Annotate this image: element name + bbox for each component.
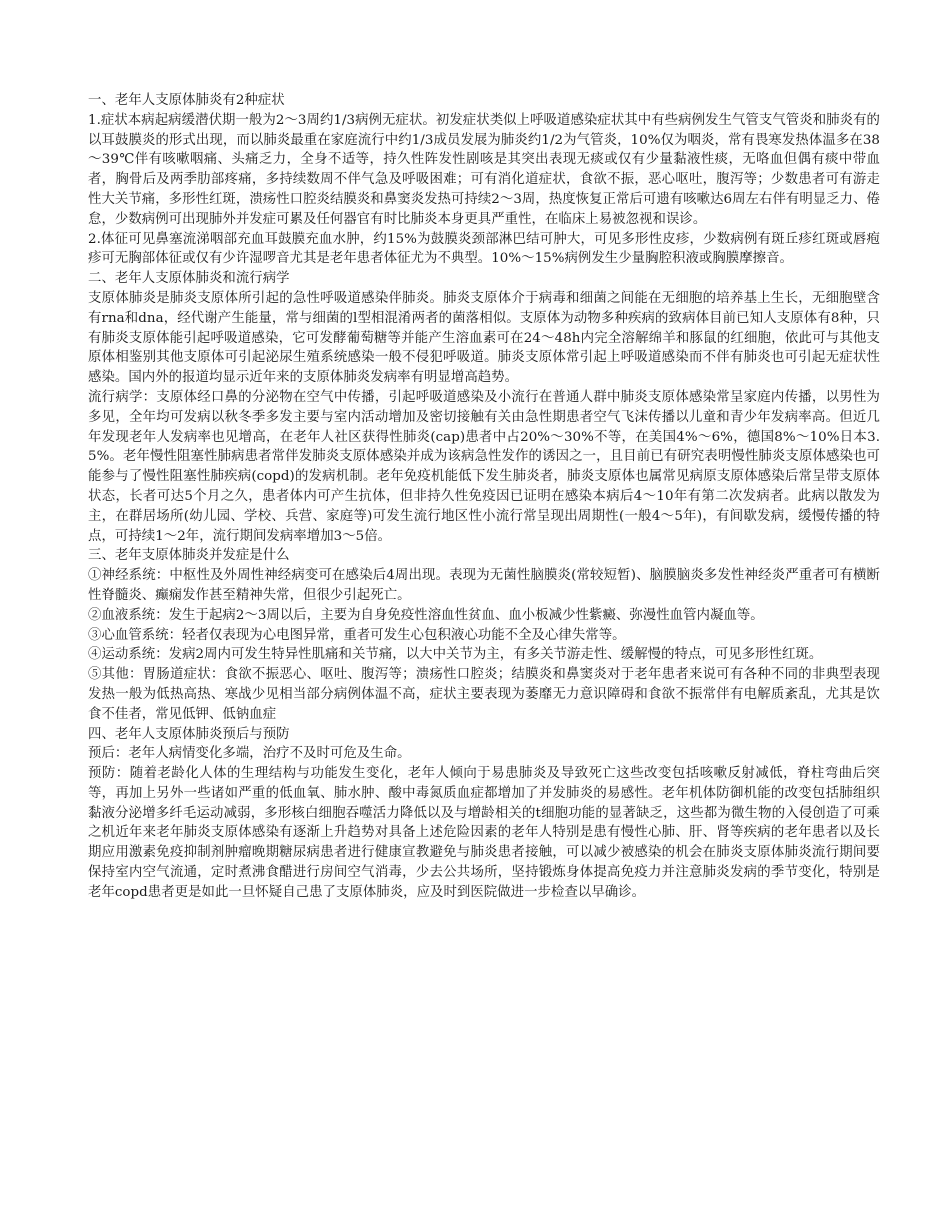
- document-body: [88, 91, 880, 903]
- paragraph: 2.体征可见鼻塞流涕咽部充血耳鼓膜充血水肿，约15%为鼓膜炎颈部淋巴结可肿大，可见多形性皮疹，少数病例有斑丘疹红斑或唇疱疹可无胸部体征或仅有少许湿啰音尤其是老年患者体征尤为不典型。10%～15%病例发生少量胸腔积液或胸膜摩擦音。: [88, 231, 880, 267]
- paragraph: ②血液系统：发生于起病2～3周以后，主要为自身免疫性溶血性贫血、血小板减少性紫癜、弥漫性血管内凝血等。: [88, 607, 764, 623]
- paragraph: 支原体肺炎是肺炎支原体所引起的急性呼吸道感染伴肺炎。肺炎支原体介于病毒和细菌之间能在无细胞的培养基上生长，无细胞壁含有rna和dna，经代谢产生能量，常与细菌的l型相混淆两者的菌落相似。支原体为动物多种疾病的致病体目前已知人支原体有8种，只有肺炎支原体能引起呼吸道感染，它可发酵葡萄糖等并能产生溶血素可在24～48h内完全溶解绵羊和豚鼠的红细胞，依此可与其他支原体相鉴别其他支原体可引起泌尿生殖系统感染一般不侵犯呼吸道。肺炎支原体常引起上呼吸道感染而不伴有肺炎也可引起无症状性感染。国内外的报道均显示近年来的支原体肺炎发病率有明显增高趋势。: [88, 290, 880, 386]
- section-heading: 四、老年人支原体肺炎预后与预防: [88, 726, 290, 742]
- paragraph: 流行病学：支原体经口鼻的分泌物在空气中传播，引起呼吸道感染及小流行在普通人群中肺炎支原体感染常呈家庭内传播，以男性为多见，全年均可发病以秋冬季多发主要与室内活动增加及密切接触有关由急性期患者空气飞沫传播以儿童和青少年发病率高。但近几年发现老年人发病率也见增高，在老年人社区获得性肺炎(cap)患者中占20%～30%不等，在美国4%～6%，德国8%～10%日本3.5%。老年慢性阻塞性肺病患者常伴发肺炎支原体感染并成为该病急性发作的诱因之一，且目前已有研究表明慢性肺炎支原体感染也可能参与了慢性阻塞性肺疾病(copd)的发病机制。老年免疫机能低下发生肺炎者，肺炎支原体也属常见病原支原体感染后常呈带支原体状态，长者可达5个月之久，患者体内可产生抗体，但非持久性免疫因已证明在感染本病后4～10年有第二次发病者。此病以散发为主，在群居场所(幼儿园、学校、兵营、家庭等)可发生流行地区性小流行常呈现出周期性(一般4～5年)，有间歇发病，缓慢传播的特点，可持续1～2年，流行期间发病率增加3～5倍。: [88, 389, 880, 544]
- section-heading: 二、老年人支原体肺炎和流行病学: [88, 271, 290, 287]
- paragraph: 预后：老年人病情变化多端，治疗不及时可危及生命。: [88, 746, 411, 762]
- section-heading: 三、老年支原体肺炎并发症是什么: [88, 548, 290, 564]
- paragraph: ④运动系统：发病2周内可发生特异性肌痛和关节痛，以大中关节为主，有多关节游走性、缓解慢的特点，可见多形性红斑。: [88, 647, 823, 663]
- paragraph: ①神经系统：中枢性及外周性神经病变可在感染后4周出现。表现为无菌性脑膜炎(常较短暂)、脑膜脑炎多发性神经炎严重者可有横断性脊髓炎、癫痫发作甚至精神失常，但很少引起死亡。: [88, 568, 880, 603]
- section-heading: 一、老年人支原体肺炎有2种症状: [88, 93, 285, 108]
- paragraph: 1.症状本病起病缓潜伏期一般为2～3周约1/3病例无症状。初发症状类似上呼吸道感染症状其中有些病例发生气管支气管炎和肺炎有的以耳鼓膜炎的形式出现，而以肺炎最重在家庭流行中约1/3成员发展为肺炎约1/2为气管炎，10%仅为咽炎，常有畏寒发热体温多在38～39℃伴有咳嗽咽痛、头痛乏力，全身不适等，持久性阵发性剧咳是其突出表现无痰或仅有少量黏液性痰，无咯血但偶有痰中带血者，胸骨后及两季肋部疼痛，多持续数周不伴气急及呼吸困难；可有消化道症状，食欲不振，恶心呕吐，腹泻等；少数患者可有游走性大关节痛，多形性红斑，溃疡性口腔炎结膜炎和鼻窦炎发热可持续2～3周，热度恢复正常后可遗有咳嗽达6周左右伴有明显乏力、倦怠，少数病例可出现肺外并发症可累及任何器官有时比肺炎本身更具严重性，在临床上易被忽视和误诊。: [88, 112, 880, 227]
- paragraph: ③心血管系统：轻者仅表现为心电图异常，重者可发生心包积液心功能不全及心律失常等。: [88, 627, 626, 643]
- paragraph: 预防：随着老龄化人体的生理结构与功能发生变化，老年人倾向于易患肺炎及导致死亡这些改变包括咳嗽反射减低，脊柱弯曲后突等，再加上另外一些诸如严重的低血氧、肺水肿、酸中毒氮质血症都增加了并发肺炎的易感性。老年机体防御机能的改变包括肺组织黏液分泌增多纤毛运动减弱，多形核白细胞吞噬活力降低以及与增龄相关的t细胞功能的显著缺乏，这些都为微生物的入侵创造了可乘之机近年来老年肺炎支原体感染有逐渐上升趋势对具备上述危险因素的老年人特别是患有慢性心肺、肝、肾等疾病的老年患者以及长期应用激素免疫抑制剂肿瘤晚期糖尿病患者进行健康宣教避免与肺炎患者接触，可以减少被感染的机会在肺炎支原体肺炎流行期间要保持室内空气流通，定时煮沸食醋进行房间空气消毒，少去公共场所，坚持锻炼身体提高免疫力并注意肺炎发病的季节变化，特别是老年copd患者更是如此一旦怀疑自己患了支原体肺炎，应及时到医院做进一步检查以早确诊。: [88, 766, 880, 900]
- paragraph: ⑤其他：胃肠道症状：食欲不振恶心、呕吐、腹泻等；溃疡性口腔炎；结膜炎和鼻窦炎对于老年患者来说可有各种不同的非典型表现发热一般为低热高热、寒战少见相当部分病例体温不高，症状主要表现为萎靡无力意识障碍和食欲不振常伴有电解质紊乱，尤其是饮食不佳者，常见低钾、低钠血症: [88, 667, 880, 722]
